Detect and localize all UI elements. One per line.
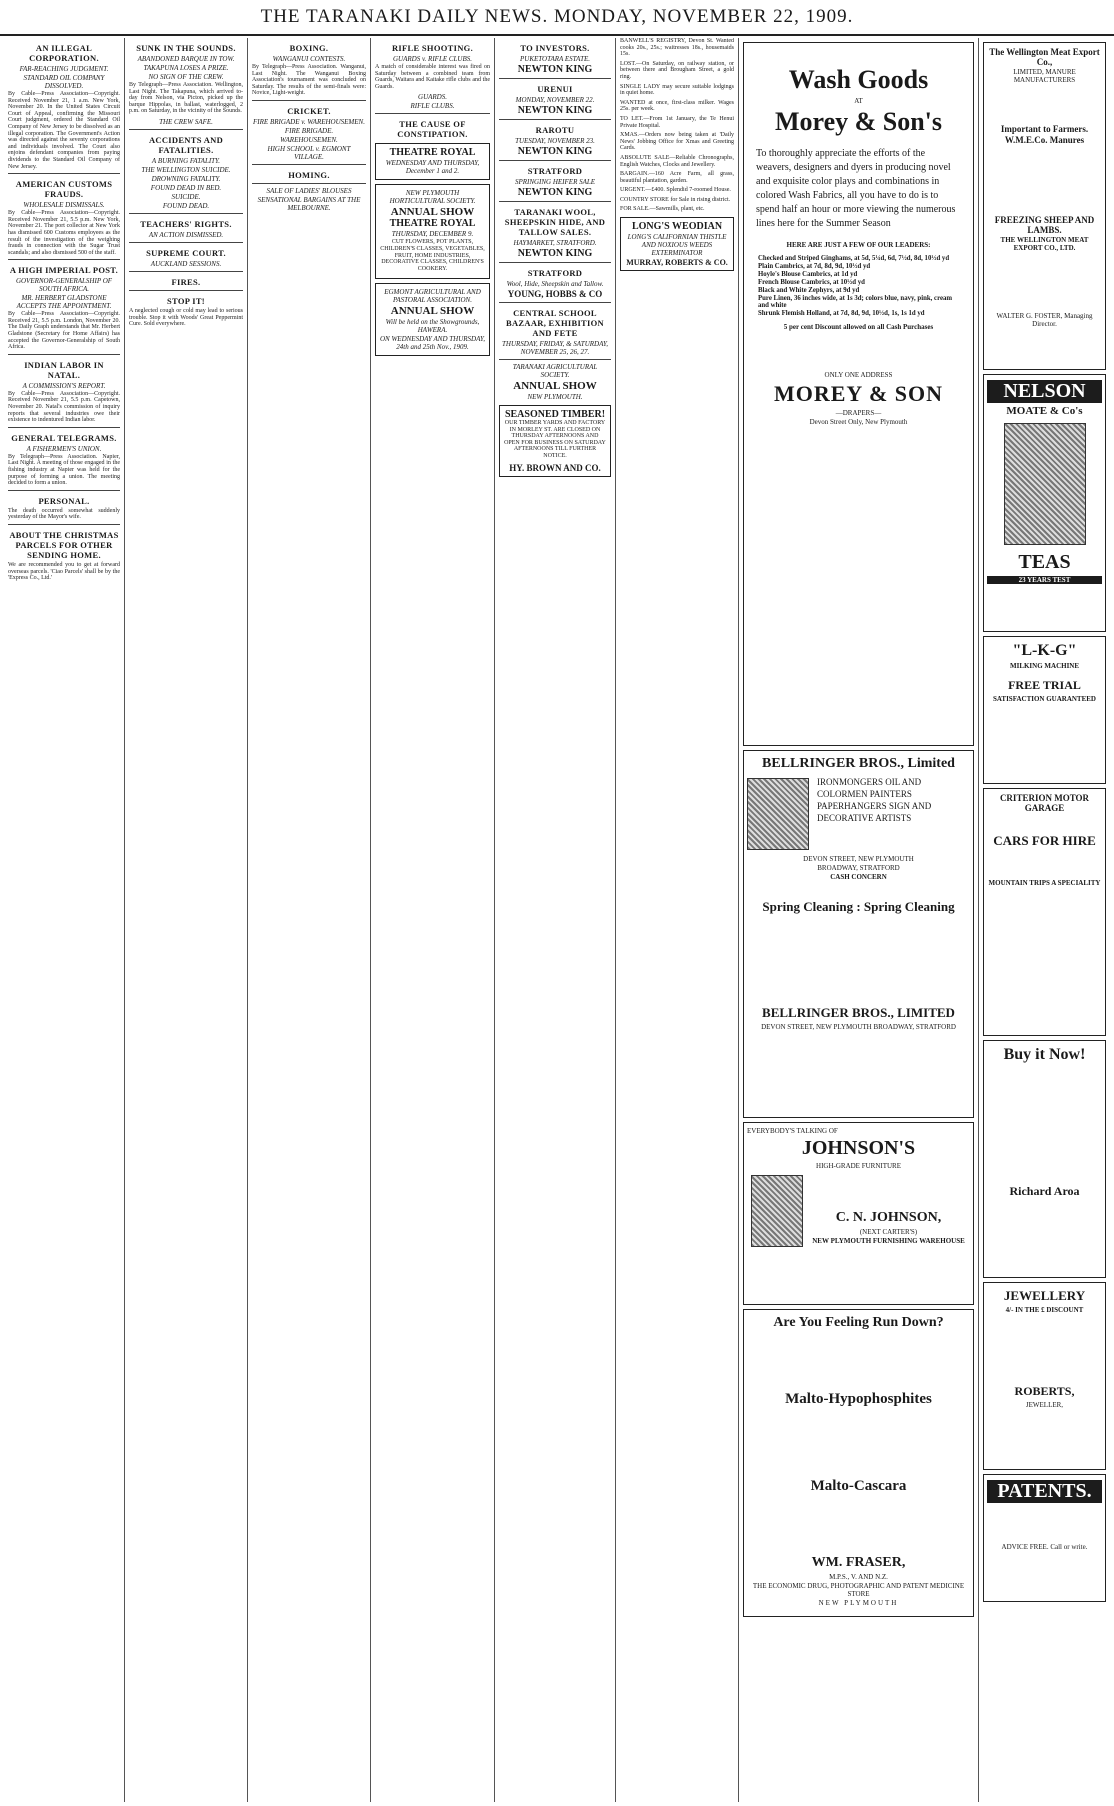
classified-ad: BARGAIN.—160 Acre Farm, all grass, beautiful plantation, garden. xyxy=(620,171,734,184)
article-text: The death occurred somewhat suddenly yesterday of the Mayor's wife. xyxy=(8,507,120,521)
headline-supreme-court: SUPREME COURT. xyxy=(146,247,226,258)
sale-heading: URENUI xyxy=(537,84,573,94)
divider xyxy=(8,524,120,525)
ad-text: THE ECONOMIC DRUG, PHOTOGRAPHIC AND PATENT MEDICINE STORE xyxy=(752,1582,965,1598)
divider xyxy=(499,302,611,303)
headline-homing: HOMING. xyxy=(288,169,330,180)
subhead: AUCKLAND SESSIONS. xyxy=(150,259,222,268)
subhead: Wool, Hide, Sheepskin and Tallow. xyxy=(506,280,604,288)
divider xyxy=(8,354,120,355)
divider xyxy=(252,100,366,101)
ad-text: 4/- IN THE £ DISCOUNT xyxy=(1005,1306,1084,1314)
ad-title: Are You Feeling Run Down? xyxy=(773,1315,944,1330)
ad-item: Plain Cambrics, at 7d, 8d, 9d, 10½d yd xyxy=(758,263,871,270)
auctioneer-name: NEWTON KING xyxy=(517,146,593,157)
headline-imperial-post: A HIGH IMPERIAL POST. xyxy=(9,265,119,276)
article-text: A neglected cough or cold may lead to serious trouble. Stop it with Woods' Great Peppermint Cure. Sold everywhere. xyxy=(129,307,243,328)
headline-christmas-parcels: ABOUT THE CHRISTMAS PARCELS FOR OTHER SENDING HOME. xyxy=(9,529,119,560)
divider xyxy=(499,262,611,263)
bazaar-heading: CENTRAL SCHOOL BAZAAR, EXHIBITION AND FETE xyxy=(506,308,604,338)
subhead: FIRE BRIGADE v. WAREHOUSEMEN. xyxy=(253,117,365,126)
ad-item: Pure Linen, 36 inches wide, at 1s 3d; colors blue, navy, pink, cream and white xyxy=(758,295,953,309)
ad-text: EGMONT AGRICULTURAL AND PASTORAL ASSOCIATION. xyxy=(384,288,481,305)
ad-text: HERE ARE JUST A FEW OF OUR LEADERS: xyxy=(786,241,931,249)
ad-text: MILKING MACHINE xyxy=(1009,662,1080,670)
classified-ad: FOR SALE.—Sawmills, plant, etc. xyxy=(620,206,705,213)
table-heading: GUARDS. xyxy=(418,93,447,102)
ad-text: AT xyxy=(854,97,863,105)
divider xyxy=(129,290,243,291)
column-8 xyxy=(979,38,1110,1802)
subhead: THE WELLINGTON SUICIDE. xyxy=(141,165,231,174)
column-5 xyxy=(495,38,616,1802)
article-text: A match of considerable interest was fired on Saturday between a combined team from Guards, Waitara and Kaitake rifle clubs and the Guards. xyxy=(375,64,490,90)
headline-fires: FIRES. xyxy=(171,276,201,287)
ad-seasoned-timber xyxy=(499,405,611,477)
ad-title: Morey & Son's xyxy=(774,107,943,136)
ad-text: EVERYBODY'S TALKING OF xyxy=(747,1127,838,1135)
ad-text: LIMITED, MANURE MANUFACTURERS xyxy=(1013,68,1076,84)
ad-title: ANNUAL SHOW xyxy=(513,380,597,392)
ad-title: MOREY & SON xyxy=(773,381,944,406)
subhead: NO SIGN OF THE CREW. xyxy=(148,73,224,81)
ad-text: NEW PLYMOUTH xyxy=(818,1599,899,1607)
ad-text: JEWELLER, xyxy=(1025,1401,1064,1409)
subhead: TARANAKI AGRICULTURAL SOCIETY. xyxy=(512,363,598,379)
ad-text: THURSDAY, DECEMBER 9. xyxy=(391,230,474,239)
ad-text: LONG'S CALIFORNIAN THISTLE AND NOXIOUS WEEDS EXTERMINATOR xyxy=(627,233,727,258)
headline-illegal-corporation: AN ILLEGAL CORPORATION. xyxy=(29,43,99,63)
subhead: HAYMARKET, STRATFORD. xyxy=(513,239,597,247)
divider xyxy=(375,113,490,114)
auctioneer-name: NEWTON KING xyxy=(517,64,593,75)
ad-text: THE WELLINGTON MEAT EXPORT CO., LTD. xyxy=(1000,236,1089,252)
divider xyxy=(8,427,120,428)
headline-stop-it: STOP IT! xyxy=(167,295,205,306)
subhead: AN ACTION DISMISSED. xyxy=(148,230,224,239)
ad-text: WALTER G. FOSTER, Managing Director. xyxy=(996,312,1093,328)
ad-nelson-moate-teas xyxy=(983,374,1106,632)
sale-heading: RAROTU xyxy=(535,125,575,135)
ad-text: FREEZING SHEEP AND LAMBS. xyxy=(994,215,1095,235)
newspaper-columns xyxy=(4,38,1110,1802)
ad-text: CASH CONCERN xyxy=(830,873,887,881)
ad-title: Richard Aroa xyxy=(1009,1184,1080,1198)
headline-personal: PERSONAL. xyxy=(38,495,90,506)
ad-horticultural-show xyxy=(375,184,490,279)
ad-title: JEWELLERY xyxy=(1003,1288,1086,1303)
article-text: By Cable—Press Association—Copyright. Received November 21, 1 a.m. New York, November 20. In the United States Circuit Court of Appeal, confirming the Missouri Court judgment, ordered the Standard Oil Company of New Jersey to be dissolved as an illegal corporation. The Government's Action was directed against the seventy corporations and individuals involved. The Court also enjoins defendant companies from paying dividends to the Standard Oil Company of New Jersey. xyxy=(8,91,120,170)
ad-item: Shrunk Flemish Holland, at 7d, 8d, 9d, 10½d, 1s, 1s 1d yd xyxy=(758,310,925,317)
ad-morey-and-son xyxy=(743,42,974,746)
ad-longs-weodian xyxy=(620,217,734,271)
classified-ad: BANWELL'S REGISTRY, Devon St. Wanted cooks 20s., 25s.; waitresses 18s., housemaids 15s. xyxy=(620,38,734,58)
ad-title: NELSON xyxy=(987,380,1102,403)
divider xyxy=(8,259,120,260)
classified-ad: XMAS.—Orders now being taken at 'Daily News' Jobbing Office for Xmas and Greeting Cards. xyxy=(620,132,734,152)
ad-name: HY. BROWN AND CO. xyxy=(509,462,601,473)
subhead: MONDAY, NOVEMBER 22. xyxy=(515,96,595,104)
article-text: By Telegraph—Press Association. Napier, Last Night. A meeting of those engaged in the fishing industry at Napier was held for the purpose of forming a union. The meeting decided to form a union. xyxy=(8,453,120,487)
ad-text: ONLY ONE ADDRESS xyxy=(824,371,893,379)
ad-item: Checked and Striped Ginghams, at 5d, 5¼d, 6d, 7½d, 8d, 10½d yd xyxy=(758,255,950,262)
article-text: By Cable—Press Association—Copyright. Received November 21, 5.5 p.m. New York, November 21. The port collector at New York has dismissed 600 Customs employees as the result of the investigation of the weighing frauds in connection with the Sugar Trust scandals; and also dismissed 500 of the staff. xyxy=(8,210,120,256)
headline-boxing: BOXING. xyxy=(289,43,329,53)
subhead: TUESDAY, NOVEMBER 23. xyxy=(515,137,595,145)
classified-ad: ABSOLUTE SALE—Reliable Chronographs, English Watches, Clocks and Jewellery. xyxy=(620,154,734,168)
ad-item-list xyxy=(758,255,959,317)
subhead: FAR-REACHING JUDGMENT. xyxy=(19,65,109,73)
ad-text: (NEXT CARTER'S) xyxy=(859,1228,918,1236)
ad-title: CRITERION MOTOR GARAGE xyxy=(999,793,1090,813)
ad-item: Black and White Zephyrs, at 9d yd xyxy=(758,287,860,294)
ad-title: FREE TRIAL xyxy=(1008,678,1081,692)
article-text: By Telegraph—Press Association. Wellington, Last Night. The Takapuna, which arrived to-day from Nelson, via Picton, picked up the barque Hippolas, in ballast, waterlogged, 2 p.m. on Saturday, in the vicinity of the Sounds. xyxy=(129,82,243,115)
ad-text: NEW PLYMOUTH HORTICULTURAL SOCIETY. xyxy=(389,189,476,206)
ad-text: Will be held on the Showgrounds, HAWERA. xyxy=(385,318,480,335)
subhead: THE CREW SAFE. xyxy=(159,117,213,126)
divider xyxy=(499,359,611,360)
classified-ad: COUNTRY STORE for Sale in rising district. xyxy=(620,196,731,203)
headline-rifle-shooting: RIFLE SHOOTING. xyxy=(391,43,474,53)
ad-text: SATISFACTION GUARANTEED xyxy=(992,695,1096,703)
headline-sunk-in-sounds: SUNK IN THE SOUNDS. xyxy=(136,43,236,53)
ad-title: LONG'S WEODIAN xyxy=(631,221,723,233)
ad-text: —DRAPERS— xyxy=(835,409,882,417)
headline-constipation: THE CAUSE OF CONSTIPATION. xyxy=(397,119,468,140)
ad-title: THEATRE ROYAL xyxy=(389,147,476,159)
ad-text: WEDNESDAY AND THURSDAY, December 1 and 2. xyxy=(385,159,480,176)
column-6 xyxy=(616,38,739,1802)
column-3 xyxy=(248,38,371,1802)
ad-item: French Blouse Cambrics, at 10½d yd xyxy=(758,279,865,286)
ad-blouses-title: SALE OF LADIES' BLOUSES xyxy=(266,186,352,195)
ad-title: Spring Cleaning : Spring Cleaning xyxy=(762,899,955,914)
ad-title: CARS FOR HIRE xyxy=(993,833,1096,848)
article-text: By Cable—Press Association—Copyright. Received 21, 5.5 p.m. London, November 20. The Daily Graph understands that Mr. Herbert Gladstone (Secretary for Home Affairs) has accepted the Governor-Generalship of South Africa. xyxy=(8,311,120,351)
ad-title: "L-K-G" xyxy=(1012,642,1077,659)
subhead: A FISHERMEN'S UNION. xyxy=(26,444,102,453)
ad-text: M.P.S., V. AND N.Z. xyxy=(829,1573,888,1581)
divider xyxy=(499,119,611,120)
subhead: FOUND DEAD. xyxy=(162,201,210,210)
subhead: GUARDS v. RIFLE CLUBS. xyxy=(393,55,472,63)
subhead: HIGH SCHOOL v. EGMONT VILLAGE. xyxy=(267,144,351,161)
ad-text: 5 per cent Discount allowed on all Cash Purchases xyxy=(783,323,934,331)
ad-title: THEATRE ROYAL xyxy=(389,218,476,230)
chair-illustration xyxy=(751,1175,803,1247)
subhead: FOUND DEAD IN BED. xyxy=(150,183,222,192)
ad-bellringer xyxy=(743,750,974,1118)
auctioneer-name: NEWTON KING xyxy=(517,105,593,116)
divider xyxy=(252,183,366,184)
article-text: By Telegraph—Press Association. Wanganui, Last Night. The Wanganui Boxing Association's tournament was concluded on Saturday. The results of the semi-finals were: Novice, Light-weight. xyxy=(252,64,366,97)
divider xyxy=(252,164,366,165)
headline-customs-frauds: AMERICAN CUSTOMS FRAUDS. xyxy=(15,179,113,200)
ad-jewellery xyxy=(983,1282,1106,1470)
ad-text: ON WEDNESDAY AND THURSDAY, 24th and 25th Nov., 1909. xyxy=(379,335,486,352)
ad-text: 23 YEARS TEST xyxy=(987,576,1102,584)
column-1 xyxy=(4,38,125,1802)
divider xyxy=(499,160,611,161)
subhead: SPRINGING HEIFER SALE xyxy=(514,178,596,186)
article-text: We are recommended you to get at forward overseas parcels. 'Ciao Parcels' shall be by the 'Express Co., Ltd.' xyxy=(8,561,120,582)
subhead: A BURNING FATALITY. xyxy=(151,156,221,165)
classified-ad: WANTED at once, first-class milker. Wages 25s. per week. xyxy=(620,99,734,113)
divider xyxy=(8,173,120,174)
classified-ad: SINGLE LADY may secure suitable lodgings in quiet home. xyxy=(620,83,734,97)
table-heading: WAREHOUSEMEN. xyxy=(280,135,338,144)
ad-title: The Wellington Meat Export Co., xyxy=(989,47,1100,67)
headline-indian-labor: INDIAN LABOR IN NATAL. xyxy=(24,359,104,380)
ad-text: CUT FLOWERS, POT PLANTS, CHILDREN'S CLASSES, VEGETABLES, FRUIT, HOME INDUSTRIES, DECORATIVE CLASSES, CHILDREN'S COOKERY. xyxy=(380,239,485,272)
ad-title: BELLRINGER BROS., Limited xyxy=(762,756,955,771)
ad-text: MOUNTAIN TRIPS A SPECIALITY xyxy=(988,879,1101,887)
ad-text: NEW PLYMOUTH FURNISHING WAREHOUSE xyxy=(812,1237,965,1245)
subhead: SUICIDE. xyxy=(171,192,201,201)
ad-title: Malto-Hypophosphites xyxy=(785,1391,932,1407)
ad-wellington-meat xyxy=(983,42,1106,370)
divider xyxy=(499,201,611,202)
masthead: THE TARANAKI DAILY NEWS. MONDAY, NOVEMBER 22, 1909. xyxy=(0,0,1114,36)
ad-text: DEVON STREET, NEW PLYMOUTH xyxy=(803,855,914,863)
subhead: THURSDAY, FRIDAY, & SATURDAY, NOVEMBER 25, 26, 27. xyxy=(502,340,608,356)
ad-lkg-milking-machine xyxy=(983,636,1106,784)
classified-ad: LOST.—On Saturday, on railway station, or between there and Brougham Street, a gold ring. xyxy=(620,60,734,80)
ad-buy-it-now xyxy=(983,1040,1106,1278)
subhead: STANDARD OIL COMPANY DISSOLVED. xyxy=(23,74,105,90)
column-4 xyxy=(371,38,495,1802)
ad-theatre-royal xyxy=(375,143,490,180)
auctioneer-name: YOUNG, HOBBS & CO xyxy=(507,289,603,299)
subhead: TAKAPUNA LOSES A PRIZE. xyxy=(143,64,229,72)
subhead: WANGANUI CONTESTS. xyxy=(272,55,346,63)
ad-title: TEAS xyxy=(1018,551,1071,573)
ad-body: To thoroughly appreciate the efforts of the weavers, designers and dyers in producing novel and exquisite color plays and combinations in colored Wash Fabrics, all you have to do is to spend half an hour or more viewing the numerous lines here for the Summer Season xyxy=(756,148,956,229)
ad-text: DEVON STREET, NEW PLYMOUTH BROADWAY, STRATFORD xyxy=(761,1023,956,1031)
subhead: ABANDONED BARQUE IN TOW. xyxy=(137,55,235,63)
ad-title: Wash Goods xyxy=(788,65,929,94)
ad-title: SEASONED TIMBER! xyxy=(504,409,606,420)
headline-investors: TO INVESTORS. xyxy=(520,43,590,53)
table-heading: FIRE BRIGADE. xyxy=(284,126,334,135)
auctioneer-name: NEWTON KING xyxy=(517,248,593,259)
ad-text: BROADWAY, STRATFORD xyxy=(817,864,900,872)
divider xyxy=(129,271,243,272)
ad-name: C. N. JOHNSON, xyxy=(835,1210,942,1225)
ad-egmont-show xyxy=(375,283,490,356)
sale-heading: STRATFORD xyxy=(527,166,583,176)
classified-ad: TO LET.—From 1st January, the Te Henui Private Hospital. xyxy=(620,115,734,129)
divider xyxy=(129,129,243,130)
ad-title: Buy it Now! xyxy=(1003,1046,1086,1063)
subhead: GOVERNOR-GENERALSHIP OF SOUTH AFRICA. xyxy=(15,277,113,294)
ad-patents xyxy=(983,1474,1106,1602)
ad-title: Malto-Cascara xyxy=(810,1478,907,1494)
paint-tin-illustration xyxy=(747,778,809,850)
divider xyxy=(8,490,120,491)
headline-teachers-rights: TEACHERS' RIGHTS. xyxy=(140,218,232,229)
ad-text: HIGH-GRADE FURNITURE xyxy=(816,1162,901,1170)
ad-title: BELLRINGER BROS., LIMITED xyxy=(762,1005,955,1020)
headline-accidents: ACCIDENTS AND FATALITIES. xyxy=(148,134,224,155)
divider xyxy=(499,78,611,79)
ad-item: Hoyle's Blouse Cambrics, at 1d yd xyxy=(758,271,858,278)
ad-title: ROBERTS, xyxy=(1014,1384,1075,1398)
column-7 xyxy=(739,38,979,1802)
ad-text: Devon Street Only, New Plymouth xyxy=(809,418,908,426)
column-2 xyxy=(125,38,248,1802)
lady-illustration xyxy=(1004,423,1086,545)
auctioneer-name: NEWTON KING xyxy=(517,187,593,198)
ad-text: W.M.E.Co. Manures xyxy=(1004,135,1085,145)
ad-criterion-garage xyxy=(983,788,1106,1036)
headline-cricket: CRICKET. xyxy=(287,105,331,116)
ad-text: MOATE & Co's xyxy=(1006,405,1083,417)
ad-title: JOHNSON'S xyxy=(801,1137,916,1159)
headline-general-telegrams: GENERAL TELEGRAMS. xyxy=(11,432,117,443)
ad-text: ADVICE FREE. Call or write. xyxy=(1001,1543,1088,1551)
ad-name: WM. FRASER, xyxy=(811,1555,906,1570)
ad-text: IRONMONGERS OIL AND COLORMEN PAINTERS PAPERHANGERS SIGN AND DECORATIVE ARTISTS xyxy=(817,777,932,823)
table-heading: RIFLE CLUBS. xyxy=(410,102,455,111)
ad-title: ANNUAL SHOW xyxy=(390,305,475,318)
ad-text: Important to Farmers. xyxy=(1000,124,1089,134)
subhead: DROWNING FATALITY. xyxy=(151,174,221,183)
article-text: By Cable—Press Association—Copyright. Received November 21, 5.5 p.m. Capetown, November 20. Natal's commission of inquiry reports that several industries owe their existence to indentured Indian labor. xyxy=(8,390,120,424)
subhead: A COMMISSION'S REPORT. xyxy=(22,381,106,390)
ad-text: OUR TIMBER YARDS AND FACTORY IN MORLEY ST. ARE CLOSED ON THURSDAY AFTERNOONS AND OPEN FOR BUSINESS ON SATURDAY AFTERNOONS TILL FURTHER NOTICE. xyxy=(504,420,606,459)
sale-heading: TARANAKI WOOL, SHEEPSKIN HIDE, AND TALLOW SALES. xyxy=(504,207,606,237)
ad-title: ANNUAL SHOW xyxy=(390,206,475,219)
ad-johnsons xyxy=(743,1122,974,1305)
ad-name: MURRAY, ROBERTS & CO. xyxy=(626,258,728,268)
sale-heading: STRATFORD xyxy=(527,268,583,278)
classified-ad: URGENT.—£400. Splendid 7-roomed House. xyxy=(620,187,731,194)
subhead: NEW PLYMOUTH. xyxy=(527,393,583,401)
subhead: MR. HERBERT GLADSTONE ACCEPTS THE APPOINTMENT. xyxy=(16,294,112,311)
divider xyxy=(129,242,243,243)
ad-title: PATENTS. xyxy=(987,1480,1102,1503)
subhead: WHOLESALE DISMISSALS. xyxy=(23,201,105,210)
ad-blouses-sub: SENSATIONAL BARGAINS AT THE MELBOURNE. xyxy=(257,195,361,212)
divider xyxy=(129,213,243,214)
ad-wm-fraser xyxy=(743,1309,974,1617)
subhead: PUKETOTARA ESTATE. xyxy=(519,55,590,63)
